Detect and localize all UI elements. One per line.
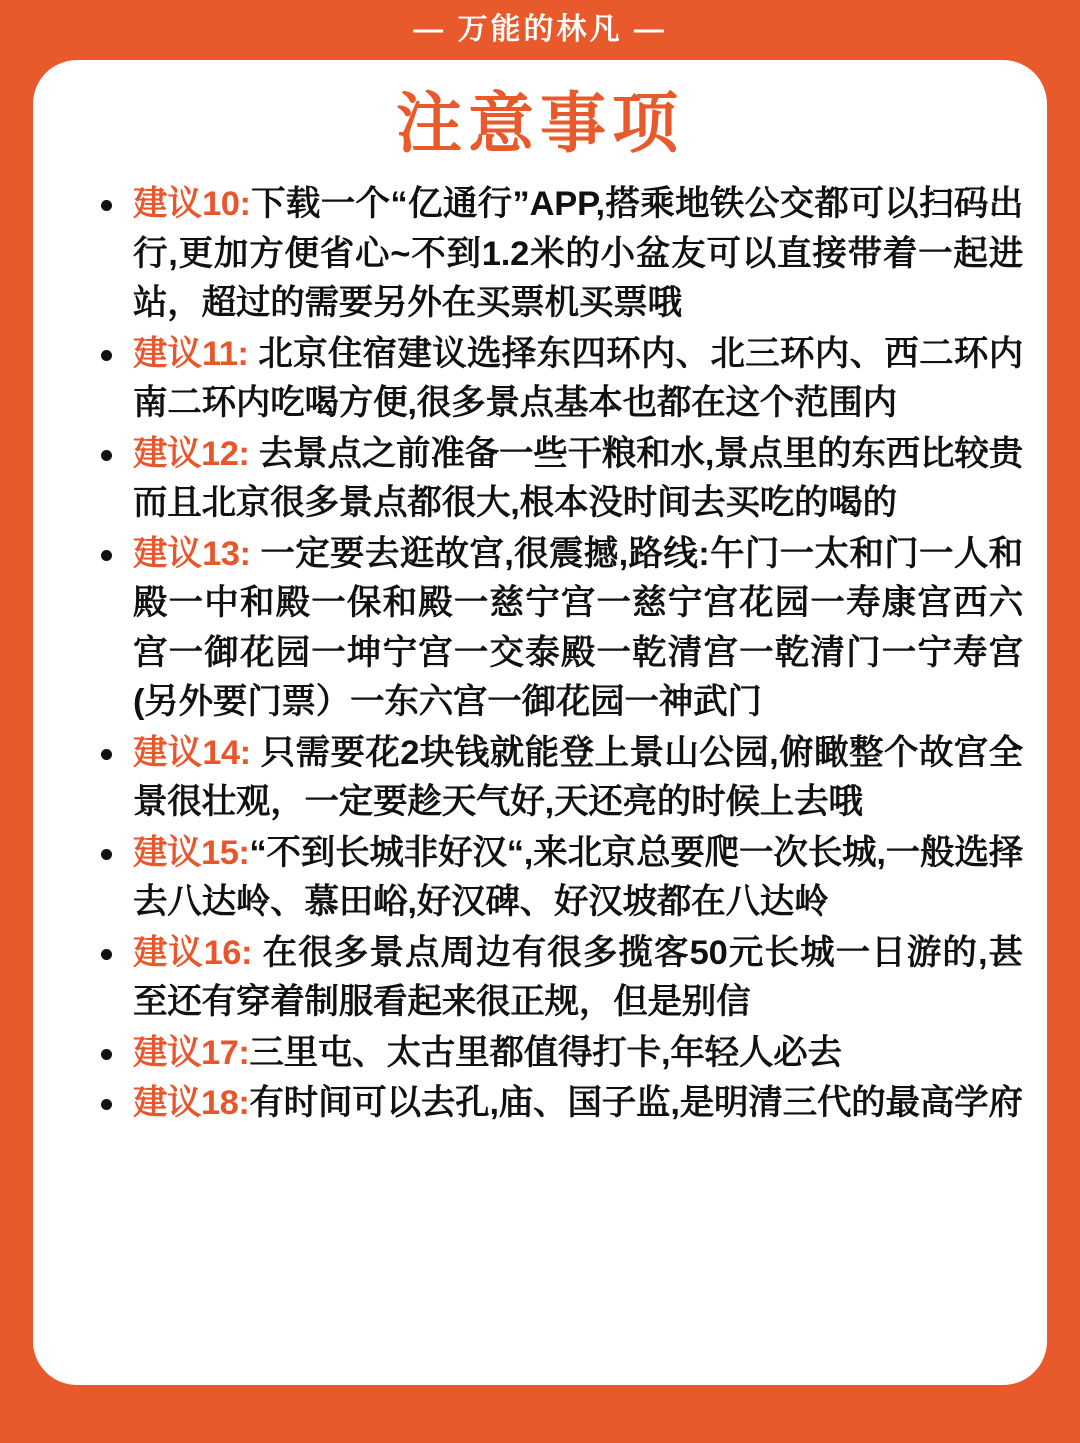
tip-label: 建议18: [133, 1084, 250, 1122]
tip-body: 三里屯、太古里都值得打卡,年轻人必去 [249, 1033, 842, 1072]
page-title: 注意事项 [396, 86, 684, 160]
tip-label: 建议15: [133, 833, 250, 872]
bullet-icon [101, 749, 112, 760]
top-banner [0, 0, 1080, 60]
tip-item [93, 1079, 1023, 1129]
tip-item [93, 530, 1023, 728]
bullet-icon [101, 849, 112, 860]
tip-label: 建议10: [133, 185, 251, 223]
tip-label: 建议14: [133, 733, 251, 772]
tip-label: 建议13: [133, 534, 251, 573]
tip-body: “不到长城非好汉“,来北京总要爬一次长城,一般选择去八达岭、慕田峪,好汉碑、好汉坡都在八达岭 [133, 833, 1023, 921]
tip-label: 建议11: [133, 334, 249, 373]
bullet-icon [101, 200, 112, 211]
bullet-icon [101, 949, 112, 960]
content-card [33, 60, 1047, 1385]
tip-item [93, 180, 1023, 329]
banner-title: — 万能的林凡 — [413, 13, 667, 46]
tip-body: 下载一个“亿通行”APP,搭乘地铁公交都可以扫码出行,更加方便省心~不到1.2米的小盆友可以直接带着一起进站，超过的需要另外在买票机买票哦 [133, 185, 1023, 322]
tip-item [93, 330, 1023, 429]
bullet-icon [101, 450, 112, 461]
tip-label: 建议12: [133, 434, 250, 473]
tip-label: 建议17: [133, 1033, 250, 1072]
tip-body: 去景点之前准备一些干粮和水,景点里的东西比较贵而且北京很多景点都很大,根本没时间去买吃的喝的 [133, 434, 1023, 522]
tip-item [93, 1029, 1023, 1079]
bullet-icon [101, 1099, 112, 1110]
tip-item [93, 729, 1023, 828]
bullet-icon [101, 1049, 112, 1060]
tip-item [93, 829, 1023, 928]
tips-list [33, 180, 1047, 1129]
bullet-icon [101, 550, 112, 561]
tip-label: 建议16: [133, 933, 252, 972]
tip-item [93, 929, 1023, 1028]
bullet-icon [101, 350, 112, 361]
tip-body: 一定要去逛故宫,很震撼,路线:午门一太和门一人和殿一中和殿一保和殿一慈宁宫一慈宁宫花园一寿康宫西六宫一御花园一坤宁宫一交泰殿一乾清宫一乾清门一宁寿宫(另外要门票）一东六宫一御花园一神武门 [133, 534, 1023, 721]
tip-body: 在很多景点周边有很多揽客50元长城一日游的,甚至还有穿着制服看起来很正规，但是别信 [133, 933, 1023, 1021]
tip-body: 只需要花2块钱就能登上景山公园,俯瞰整个故宫全景很壮观，一定要趁天气好,天还亮的时候上去哦 [133, 733, 1023, 821]
tip-body: 有时间可以去孔,庙、国子监,是明清三代的最高学府 [249, 1084, 1023, 1122]
tip-body: 北京住宿建议选择东四环内、北三环内、西二环内南二环内吃喝方便,很多景点基本也都在这个范围内 [133, 334, 1023, 422]
tip-item [93, 430, 1023, 529]
